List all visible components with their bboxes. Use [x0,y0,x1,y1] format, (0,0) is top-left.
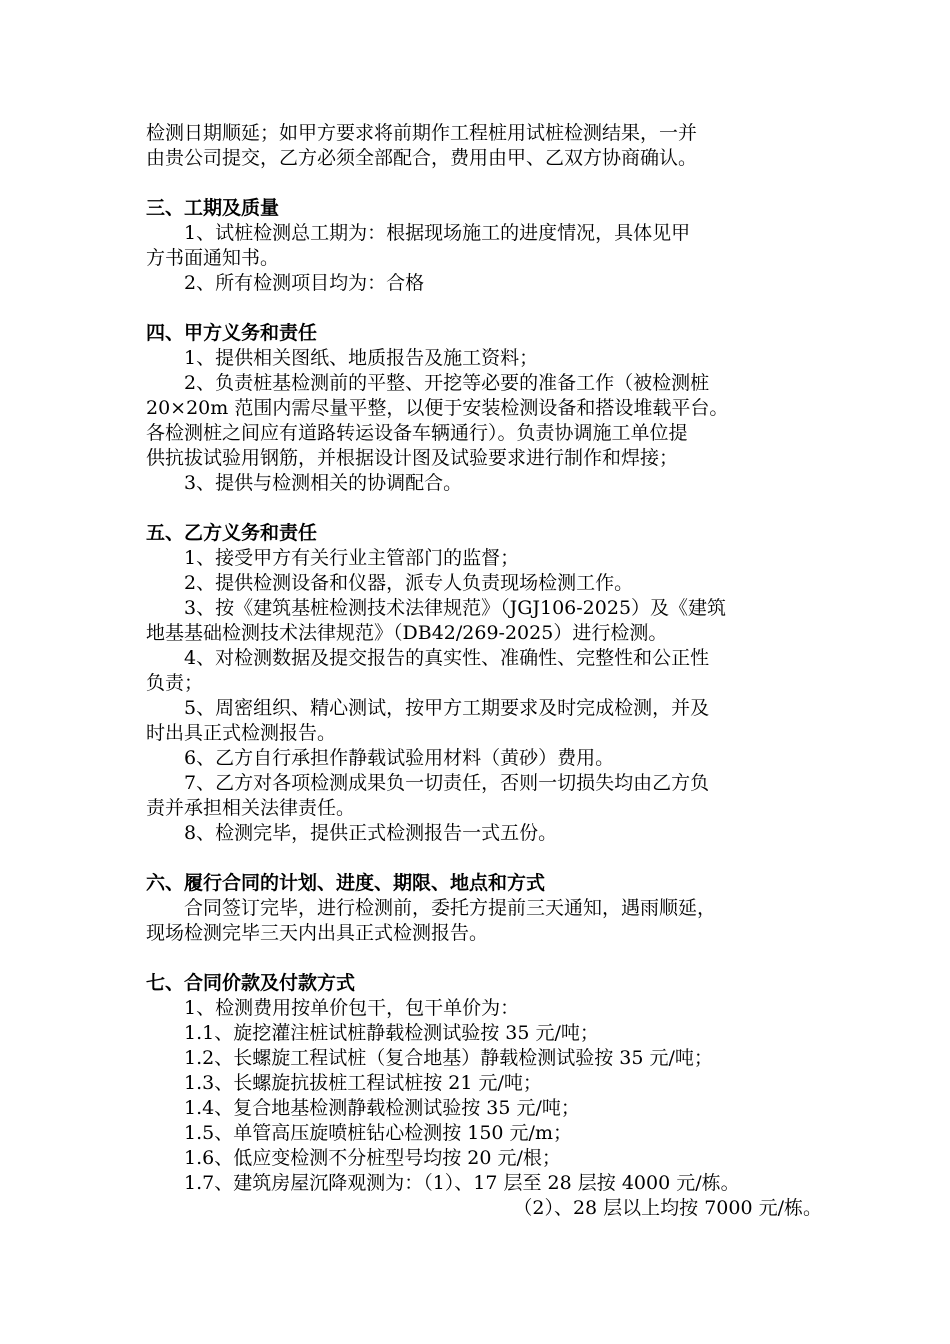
section-5-line: 2、提供检测设备和仪器，派专人负责现场检测工作。 [146,572,634,594]
spacer [146,496,826,521]
section-7-heading: 七、合同价款及付款方式 [146,972,356,994]
section-3-line: 1、试桩检测总工期为：根据现场施工的进度情况，具体见甲 [146,222,691,244]
section-5-heading: 五、乙方义务和责任 [146,522,318,544]
spacer [146,846,826,871]
section-4-line: 供抗拔试验用钢筋，并根据设计图及试验要求进行制作和焊接； [146,447,679,469]
section-6-heading: 六、履行合同的计划、进度、期限、地点和方式 [146,872,546,894]
section-7-line: 1.2、长螺旋工程试桩（复合地基）静载检测试验按 35 元/吨； [146,1047,713,1069]
contract-page [146,121,826,1221]
section-5-line: 地基基础检测技术法律规范》（DB42/269-2025）进行检测。 [146,622,668,644]
section-7-line: （2）、28 层以上均按 7000 元/栋。 [513,1197,822,1219]
section-7-line: 1.6、低应变检测不分桩型号均按 20 元/根； [146,1147,561,1169]
section-7-line: 1.3、长螺旋抗拔桩工程试桩按 21 元/吨； [146,1072,542,1094]
section-6-line: 合同签订完毕，进行检测前，委托方提前三天通知，遇雨顺延， [146,897,717,919]
section-4-line: 1、提供相关图纸、地质报告及施工资料； [146,347,539,369]
section-7-line: 1.1、旋挖灌注桩试桩静载检测试验按 35 元/吨； [146,1022,599,1044]
section-5-line: 1、接受甲方有关行业主管部门的监督； [146,547,520,569]
section-4-line: 各检测桩之间应有道路转运设备车辆通行）。负责协调施工单位提 [146,422,688,444]
section-5-line: 负责； [146,672,204,694]
intro-line-2: 由贵公司提交，乙方必须全部配合，费用由甲、乙双方协商确认。 [146,147,698,169]
section-7-line: 1.4、复合地基检测静载检测试验按 35 元/吨； [146,1097,580,1119]
section-5-line: 7、乙方对各项检测成果负一切责任，否则一切损失均由乙方负 [146,772,710,794]
section-5-line: 时出具正式检测报告。 [146,722,337,744]
section-6-line: 现场检测完毕三天内出具正式检测报告。 [146,922,489,944]
spacer [146,171,826,196]
section-4-heading: 四、甲方义务和责任 [146,322,318,344]
section-7-line: 1.5、单管高压旋喷桩钻心检测按 150 元/m； [146,1122,572,1144]
section-5-line: 3、按《建筑基桩检测技术法律规范》（JGJ106-2025）及《建筑 [146,597,727,619]
intro-line-1: 检测日期顺延；如甲方要求将前期作工程桩用试桩检测结果，一并 [146,122,698,144]
section-5-line: 8、检测完毕，提供正式检测报告一式五份。 [146,822,558,844]
section-3-line: 方书面通知书。 [146,247,280,269]
spacer [146,946,826,971]
section-5-line: 5、周密组织、精心测试，按甲方工期要求及时完成检测，并及 [146,697,710,719]
section-5-line: 6、乙方自行承担作静载试验用材料（黄砂）费用。 [146,747,615,769]
section-3-line: 2、所有检测项目均为：合格 [146,272,425,294]
spacer [146,296,826,321]
section-3-heading: 三、工期及质量 [146,197,280,219]
section-4-line: 20×20m 范围内需尽量平整，以便于安装检测设备和搭设堆载平台。 [146,397,729,419]
section-7-line: 1.7、建筑房屋沉降观测为：（1）、17 层至 28 层按 4000 元/栋。 [146,1172,740,1194]
section-7-line: 1、检测费用按单价包干，包干单价为： [146,997,520,1019]
section-5-line: 责并承担相关法律责任。 [146,797,356,819]
section-4-line: 2、负责桩基检测前的平整、开挖等必要的准备工作（被检测桩 [146,372,710,394]
section-4-line: 3、提供与检测相关的协调配合。 [146,472,463,494]
section-5-line: 4、对检测数据及提交报告的真实性、准确性、完整性和公正性 [146,647,710,669]
